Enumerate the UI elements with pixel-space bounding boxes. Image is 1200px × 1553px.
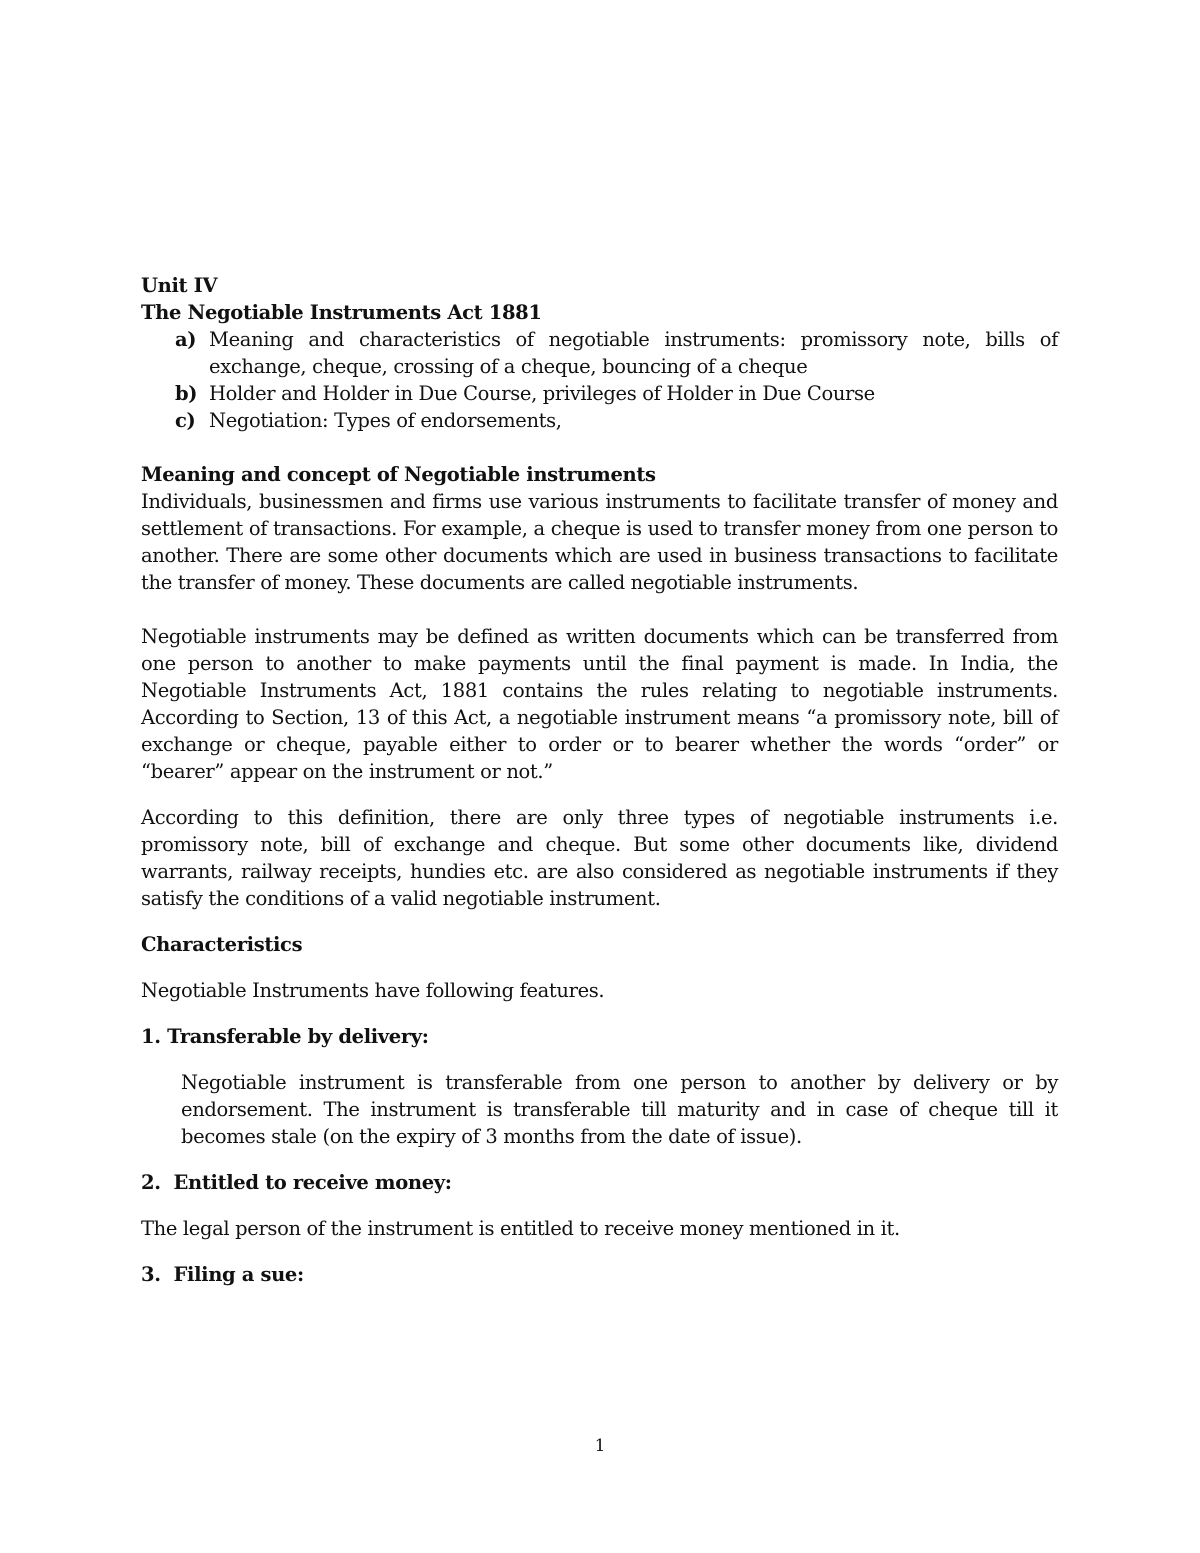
meaning-paragraph-3: According to this definition, there are only three types of negotiable instruments i.e. promissory note, bill of exchange and cheque. But some other documents like, dividend warrants, railway receipts, hundies etc. are also considered as negotiable instruments if they satisfy the conditions of a valid negotiable instrument. xyxy=(141,806,1058,910)
list-item xyxy=(141,326,1058,380)
document-body xyxy=(141,272,1058,1288)
characteristics-intro: Negotiable Instruments have following features. xyxy=(141,979,605,1002)
unit-title: Unit IV xyxy=(141,274,218,297)
feature-heading-2: 2. Entitled to receive money: xyxy=(141,1171,452,1194)
feature-text-1: Negotiable instrument is transferable from one person to another by delivery or by endorsement. The instrument is transferable till maturity and in case of cheque till it becomes stale (on the expiry of 3 months from the date of issue). xyxy=(181,1071,1058,1148)
characteristics-heading: Characteristics xyxy=(141,933,303,956)
list-marker: c) xyxy=(175,409,196,432)
list-marker: b) xyxy=(175,382,198,405)
feature-heading-3: 3. Filing a sue: xyxy=(141,1263,304,1286)
meaning-heading: Meaning and concept of Negotiable instruments xyxy=(141,463,656,486)
list-item-text: Negotiation: Types of endorsements, xyxy=(209,409,562,432)
feature-heading-1: 1. Transferable by delivery: xyxy=(141,1025,429,1048)
list-item-text: Meaning and characteristics of negotiable instruments: promissory note, bills of exchange, cheque, crossing of a cheque, bouncing of a cheque xyxy=(209,328,1058,378)
list-item xyxy=(141,407,1058,434)
list-marker: a) xyxy=(175,328,197,351)
meaning-paragraph-1: Individuals, businessmen and firms use various instruments to facilitate transfer of money and settlement of transactions. For example, a cheque is used to transfer money from one person to another. There are some other documents which are used in business transactions to facilitate the transfer of money. These documents are called negotiable instruments. xyxy=(141,490,1058,594)
feature-text-2: The legal person of the instrument is entitled to receive money mentioned in it. xyxy=(141,1217,900,1240)
syllabus-list xyxy=(141,326,1058,434)
list-item xyxy=(141,380,1058,407)
meaning-paragraph-2: Negotiable instruments may be defined as written documents which can be transferred from one person to another to make payments until the final payment is made. In India, the Negotiable Instruments Act, 1881 contains the rules relating to negotiable instruments. According to Section, 13 of this Act, a negotiable instrument means “a promissory note, bill of exchange or cheque, payable either to order or to bearer whether the words “order” or “bearer” appear on the instrument or not.” xyxy=(141,625,1058,783)
act-title: The Negotiable Instruments Act 1881 xyxy=(141,301,542,324)
page-number: 1 xyxy=(594,1436,606,1456)
list-item-text: Holder and Holder in Due Course, privileges of Holder in Due Course xyxy=(209,382,875,405)
